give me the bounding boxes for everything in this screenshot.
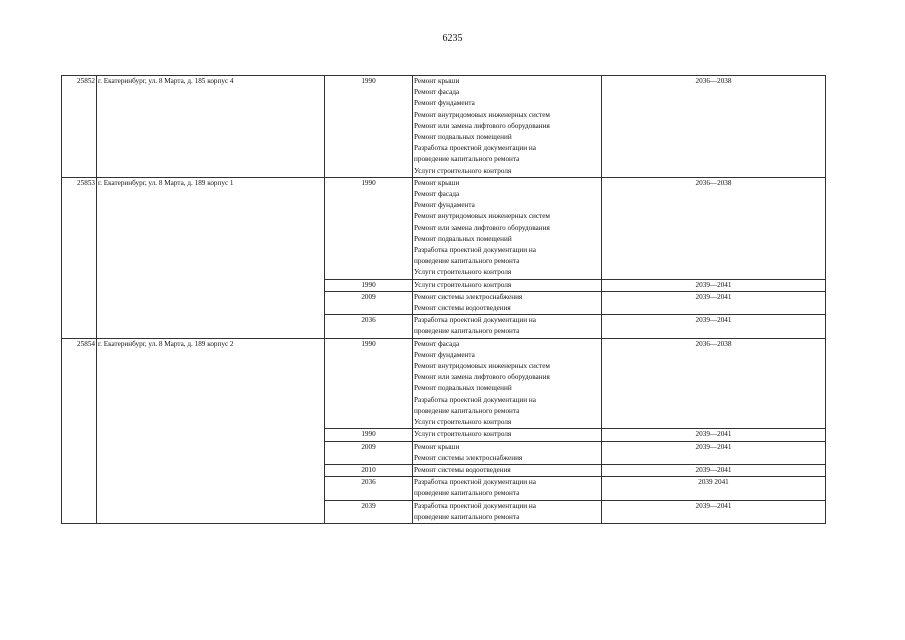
period-cell: 2039—2041: [602, 464, 826, 476]
period-cell: 2036—2038: [602, 177, 826, 279]
work-item: Ремонт или замена лифтового оборудования: [414, 121, 550, 130]
work-item: проведение капитального ремонта: [414, 257, 520, 266]
work-item: Разработка проектной документации на: [414, 246, 536, 255]
work-item: Ремонт подвальных помещений: [414, 133, 512, 142]
work-item: Разработка проектной документации на: [414, 144, 536, 153]
building-id: 25853: [62, 177, 97, 338]
work-item: Ремонт подвальных помещений: [414, 234, 512, 243]
work-item: Ремонт фасада: [414, 339, 460, 348]
period-cell: 2036—2038: [602, 76, 826, 178]
building-id: 25852: [62, 76, 97, 178]
table-row: [62, 338, 826, 429]
work-item: Ремонт или замена лифтового оборудования: [414, 223, 550, 232]
works-cell: [413, 76, 602, 178]
year-cell: 2009: [325, 441, 413, 464]
year-cell: 2009: [325, 291, 413, 314]
period-cell: 2036—2038: [602, 338, 826, 429]
work-item: Разработка проектной документации на: [414, 395, 536, 404]
work-item: Ремонт крыши: [414, 178, 460, 187]
work-item: Услуги строительного контроля: [414, 268, 512, 277]
work-item: Ремонт крыши: [414, 77, 460, 85]
works-cell: [413, 338, 602, 429]
work-item: Ремонт подвальных помещений: [414, 384, 512, 393]
period-cell: 2039—2041: [602, 429, 826, 441]
works-cell: [413, 477, 602, 500]
period-cell: 2039—2041: [602, 500, 826, 523]
period-cell: 2039—2041: [602, 315, 826, 338]
works-cell: [413, 291, 602, 314]
work-item: Разработка проектной документации на: [414, 501, 536, 510]
repair-schedule-table: [61, 75, 826, 524]
work-item: Ремонт фундамента: [414, 350, 475, 359]
work-item: проведение капитального ремонта: [414, 327, 520, 336]
work-item: проведение капитального ремонта: [414, 489, 520, 498]
work-item: Ремонт или замена лифтового оборудования: [414, 373, 550, 382]
work-item: Разработка проектной документации на: [414, 478, 536, 487]
works-cell: [413, 315, 602, 338]
building-address: г. Екатеринбург, ул. 8 Марта, д. 189 корпус 1: [97, 177, 325, 338]
work-item: проведение капитального ремонта: [414, 406, 520, 415]
period-cell: 2039—2041: [602, 279, 826, 291]
work-item: Разработка проектной документации на: [414, 316, 536, 325]
work-item: Ремонт внутридомовых инженерных систем: [414, 110, 550, 119]
work-item: проведение капитального ремонта: [414, 512, 520, 521]
works-cell: [413, 500, 602, 523]
work-item: Ремонт системы электроснабжения: [414, 292, 523, 301]
year-cell: 1990: [325, 279, 413, 291]
year-cell: 2010: [325, 464, 413, 476]
period-cell: 2039 2041: [602, 477, 826, 500]
year-cell: 1990: [325, 76, 413, 178]
year-cell: 1990: [325, 338, 413, 429]
building-address: г. Екатеринбург, ул. 8 Марта, д. 189 корпус 2: [97, 338, 325, 523]
works-cell: [413, 441, 602, 464]
work-item: Услуги строительного контроля: [414, 166, 512, 175]
work-item: Услуги строительного контроля: [414, 430, 512, 439]
work-item: Ремонт фундамента: [414, 99, 475, 108]
table-row: [62, 76, 826, 178]
work-item: Ремонт крыши: [414, 442, 460, 451]
works-cell: [413, 177, 602, 279]
page-number: 6235: [442, 33, 463, 44]
year-cell: 2036: [325, 477, 413, 500]
work-item: проведение капитального ремонта: [414, 155, 520, 164]
work-item: Ремонт фасада: [414, 88, 460, 97]
year-cell: 1990: [325, 429, 413, 441]
period-cell: 2039—2041: [602, 441, 826, 464]
period-cell: 2039—2041: [602, 291, 826, 314]
work-item: Ремонт системы электроснабжения: [414, 453, 523, 462]
work-item: Ремонт внутридомовых инженерных систем: [414, 362, 550, 371]
table-body: [62, 76, 826, 524]
work-item: Ремонт фасада: [414, 190, 460, 199]
work-item: Услуги строительного контроля: [414, 418, 512, 427]
year-cell: 1990: [325, 177, 413, 279]
building-address: г. Екатеринбург, ул. 8 Марта, д. 185 корпус 4: [97, 76, 325, 178]
table-row: [62, 177, 826, 279]
year-cell: 2039: [325, 500, 413, 523]
work-item: Ремонт фундамента: [414, 201, 475, 210]
work-item: Ремонт системы водоотведения: [414, 465, 511, 474]
building-id: 25854: [62, 338, 97, 523]
year-cell: 2036: [325, 315, 413, 338]
work-item: Ремонт системы водоотведения: [414, 304, 511, 313]
works-cell: [413, 279, 602, 291]
work-item: Ремонт внутридомовых инженерных систем: [414, 212, 550, 221]
work-item: Услуги строительного контроля: [414, 280, 512, 289]
works-cell: [413, 464, 602, 476]
works-cell: [413, 429, 602, 441]
